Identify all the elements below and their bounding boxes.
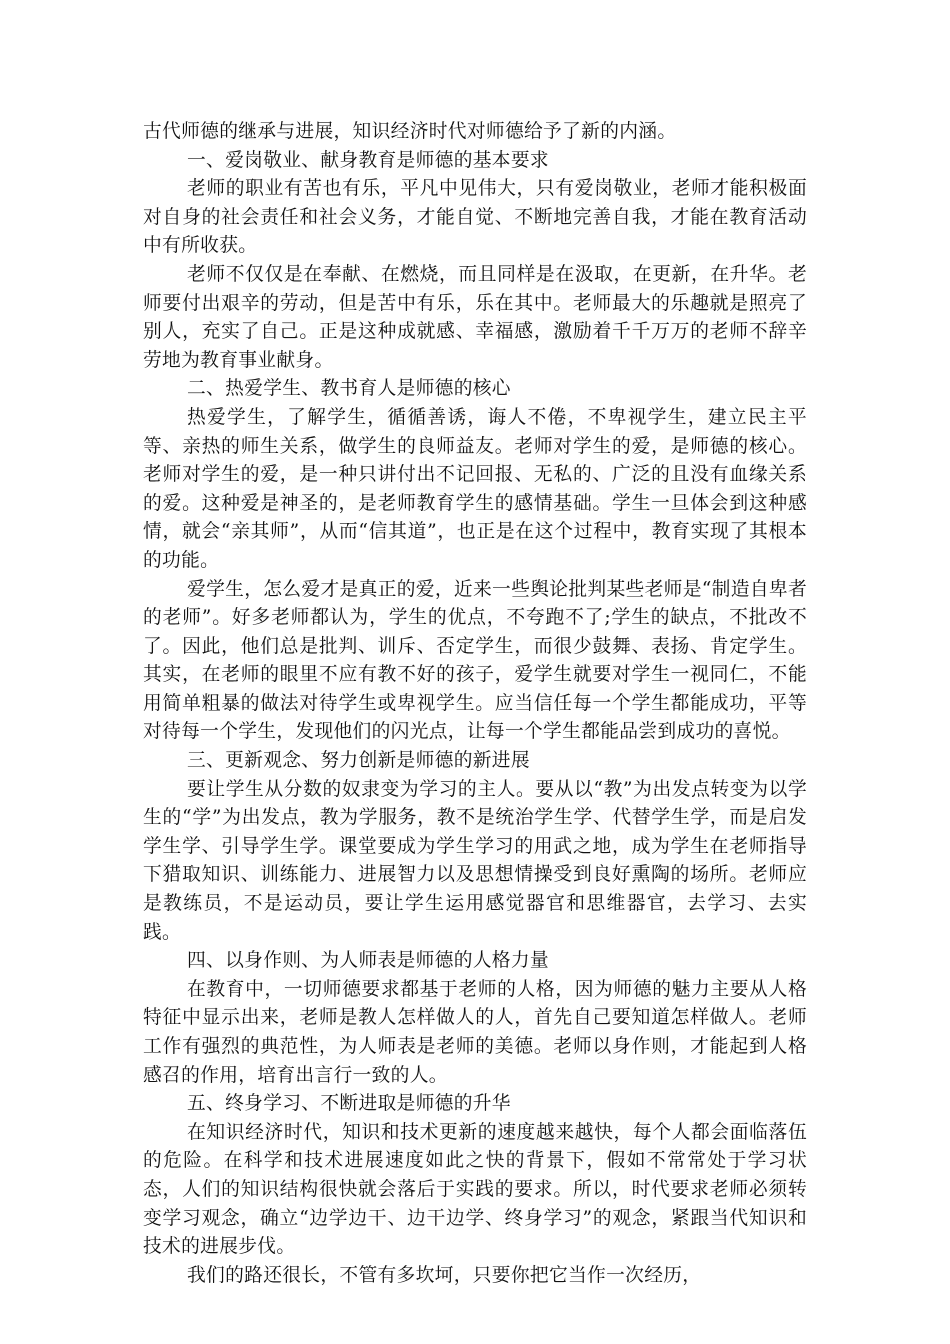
section-heading-4: 四、以身作则、为人师表是师德的人格力量 <box>187 950 549 972</box>
section-heading-3: 三、更新观念、努力创新是师德的新进展 <box>187 750 530 772</box>
paragraph-intro: 古代师德的继承与进展，知识经济时代对师德给予了新的内涵。 <box>143 121 677 142</box>
paragraph-1a: 老师的职业有苦也有乐，平凡中见伟大，只有爱岗敬业，老师才能积极面对自身的社会责任和社会义务，才能自觉、不断地完善自我，才能在教育活动中有所收获。 <box>143 178 807 257</box>
paragraph-2a: 热爱学生，了解学生，循循善诱，诲人不倦，不卑视学生，建立民主平等、亲热的师生关系，做学生的良师益友。老师对学生的爱，是师德的核心。老师对学生的爱，是一种只讲付出不记回报、无私的、广泛的且没有血缘关系的爱。这种爱是神圣的，是老师教育学生的感情基础。学生一旦体会到这种感情，就会“亲其师”，从而“信其道”，也正是在这个过程中，教育实现了其根本的功能。 <box>143 406 807 571</box>
paragraph-3a: 要让学生从分数的奴隶变为学习的主人。要从以“教”为出发点转变为以学生的“学”为出发点，教为学服务，教不是统治学生学、代替学生学，而是启发学生学、引导学生学。课堂要成为学生学习的用武之地，成为学生在老师指导下猎取知识、训练能力、进展智力以及思想情操受到良好熏陶的场所。老师应是教练员，不是运动员，要让学生运用感觉器官和思维器官，去学习、去实践。 <box>143 778 807 943</box>
paragraph-1b: 老师不仅仅是在奉献、在燃烧，而且同样是在汲取，在更新，在升华。老师要付出艰辛的劳动，但是苦中有乐，乐在其中。老师最大的乐趣就是照亮了别人，充实了自己。正是这种成就感、幸福感，激励着千千万万的老师不辞辛劳地为教育事业献身。 <box>143 263 807 371</box>
section-heading-2: 二、热爱学生、教书育人是师德的核心 <box>187 378 511 400</box>
document-body <box>143 118 807 1290</box>
paragraph-5a: 在知识经济时代，知识和技术更新的速度越来越快，每个人都会面临落伍的危险。在科学和技术进展速度如此之快的背景下，假如不常常处于学习状态，人们的知识结构很快就会落后于实践的要求。所以，时代要求老师必须转变学习观念，确立“边学边干、边干边学、终身学习”的观念，紧跟当代知识和技术的进展步伐。 <box>143 1121 807 1258</box>
section-heading-5: 五、终身学习、不断进取是师德的升华 <box>187 1093 511 1115</box>
paragraph-closing: 我们的路还很长，不管有多坎坷，只要你把它当作一次经历， <box>187 1264 702 1286</box>
paragraph-2b: 爱学生，怎么爱才是真正的爱，近来一些舆论批判某些老师是“制造自卑者的老师”。好多老师都认为，学生的优点，不夸跑不了;学生的缺点，不批改不了。因此，他们总是批判、训斥、否定学生，而很少鼓舞、表扬、肯定学生。其实，在老师的眼里不应有教不好的孩子，爱学生就要对学生一视同仁，不能用简单粗暴的做法对待学生或卑视学生。应当信任每一个学生都能成功，平等对待每一个学生，发现他们的闪光点，让每一个学生都能品尝到成功的喜悦。 <box>143 578 807 743</box>
paragraph-4a: 在教育中，一切师德要求都基于老师的人格，因为师德的魅力主要从人格特征中显示出来，老师是教人怎样做人的人，首先自己要知道怎样做人。老师工作有强烈的典范性，为人师表是老师的美德。老师以身作则，才能起到人格感召的作用，培育出言行一致的人。 <box>143 978 807 1086</box>
section-heading-1: 一、爱岗敬业、献身教育是师德的基本要求 <box>187 149 549 171</box>
